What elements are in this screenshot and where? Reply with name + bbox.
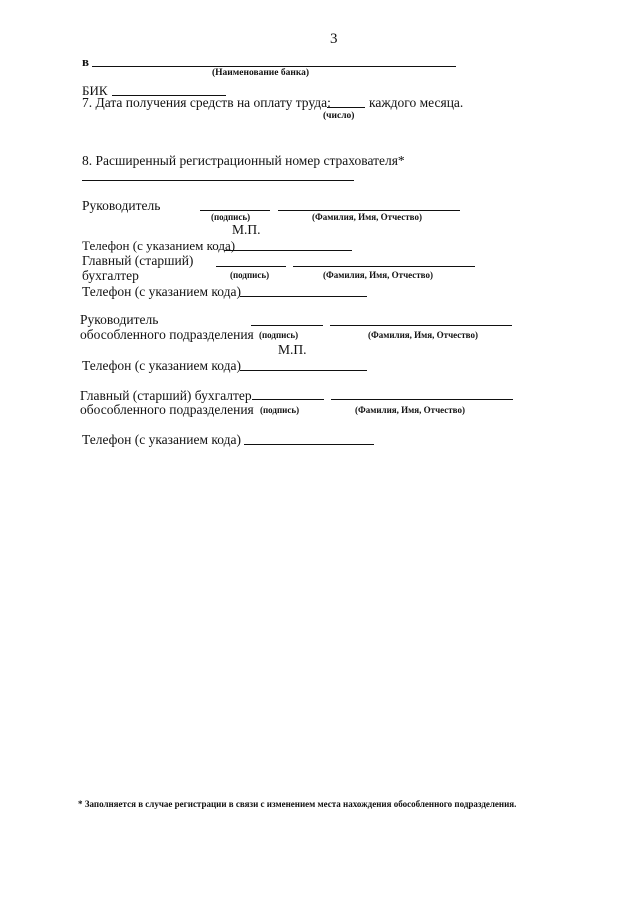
chief-accountant-name-line[interactable] — [293, 266, 475, 267]
reg-number-line[interactable] — [82, 180, 354, 181]
branch-accountant-phone-label: Телефон (с указанием кода) — [82, 432, 241, 447]
item7-label: 7. Дата получения средств на оплату труда: — [82, 95, 331, 110]
bank-name-caption: (Наименование банка) — [212, 68, 310, 78]
branch-director-seal: М.П. — [278, 342, 307, 357]
pay-day-line[interactable] — [327, 107, 365, 108]
branch-director-label-2: обособленного подразделения — [80, 327, 254, 342]
director-seal: М.П. — [232, 222, 261, 237]
item7-suffix: каждого месяца. — [369, 95, 464, 110]
branch-accountant-phone-line[interactable] — [244, 444, 374, 445]
branch-director-name-caption: (Фамилия, Имя, Отчество) — [368, 330, 478, 340]
branch-accountant-label-2: обособленного подразделения — [80, 402, 254, 417]
branch-director-phone-line[interactable] — [240, 370, 367, 371]
chief-accountant-signature-line[interactable] — [216, 266, 286, 267]
director-signature-caption: (подпись) — [211, 212, 251, 222]
director-name-line[interactable] — [278, 210, 460, 211]
branch-director-name-line[interactable] — [330, 325, 512, 326]
branch-accountant-name-line[interactable] — [331, 399, 513, 400]
director-name-caption: (Фамилия, Имя, Отчество) — [312, 212, 422, 222]
item8-label: 8. Расширенный регистрационный номер страхователя* — [82, 153, 405, 168]
branch-director-label-1: Руководитель — [80, 312, 159, 327]
director-phone-label — [82, 239, 235, 252]
chief-accountant-phone-label: Телефон (с указанием кода) — [82, 284, 241, 299]
branch-accountant-name-caption: (Фамилия, Имя, Отчество) — [355, 405, 465, 415]
branch-director-signature-caption: (подпись) — [259, 330, 299, 340]
page-number: 3 — [330, 31, 338, 47]
branch-accountant-signature-caption: (подпись) — [260, 405, 300, 415]
chief-accountant-signature-caption: (подпись) — [230, 270, 270, 280]
bank-prefix: в — [82, 54, 90, 69]
branch-director-phone-label: Телефон (с указанием кода) — [82, 358, 241, 373]
chief-accountant-name-caption: (Фамилия, Имя, Отчество) — [323, 270, 433, 280]
branch-accountant-label-1: Главный (старший) бухгалтер — [80, 388, 252, 403]
branch-director-signature-line[interactable] — [251, 325, 323, 326]
director-label: Руководитель — [82, 198, 161, 213]
footnote: * Заполняется в случае регистрации в связи с изменением места нахождения обособленного подразделения. — [78, 799, 517, 809]
director-phone-main: Телефон (с указанием кода) — [82, 238, 236, 253]
chief-accountant-label-2: бухгалтер — [82, 268, 139, 283]
director-signature-line[interactable] — [200, 210, 270, 211]
chief-accountant-phone-line[interactable] — [240, 296, 367, 297]
chief-accountant-label-1: Главный (старший) — [82, 253, 194, 268]
bank-name-line[interactable] — [92, 66, 456, 67]
pay-day-caption: (число) — [323, 111, 355, 121]
director-phone-line[interactable] — [224, 250, 352, 251]
branch-accountant-signature-line[interactable] — [252, 399, 324, 400]
bik-label: БИК — [82, 83, 108, 98]
